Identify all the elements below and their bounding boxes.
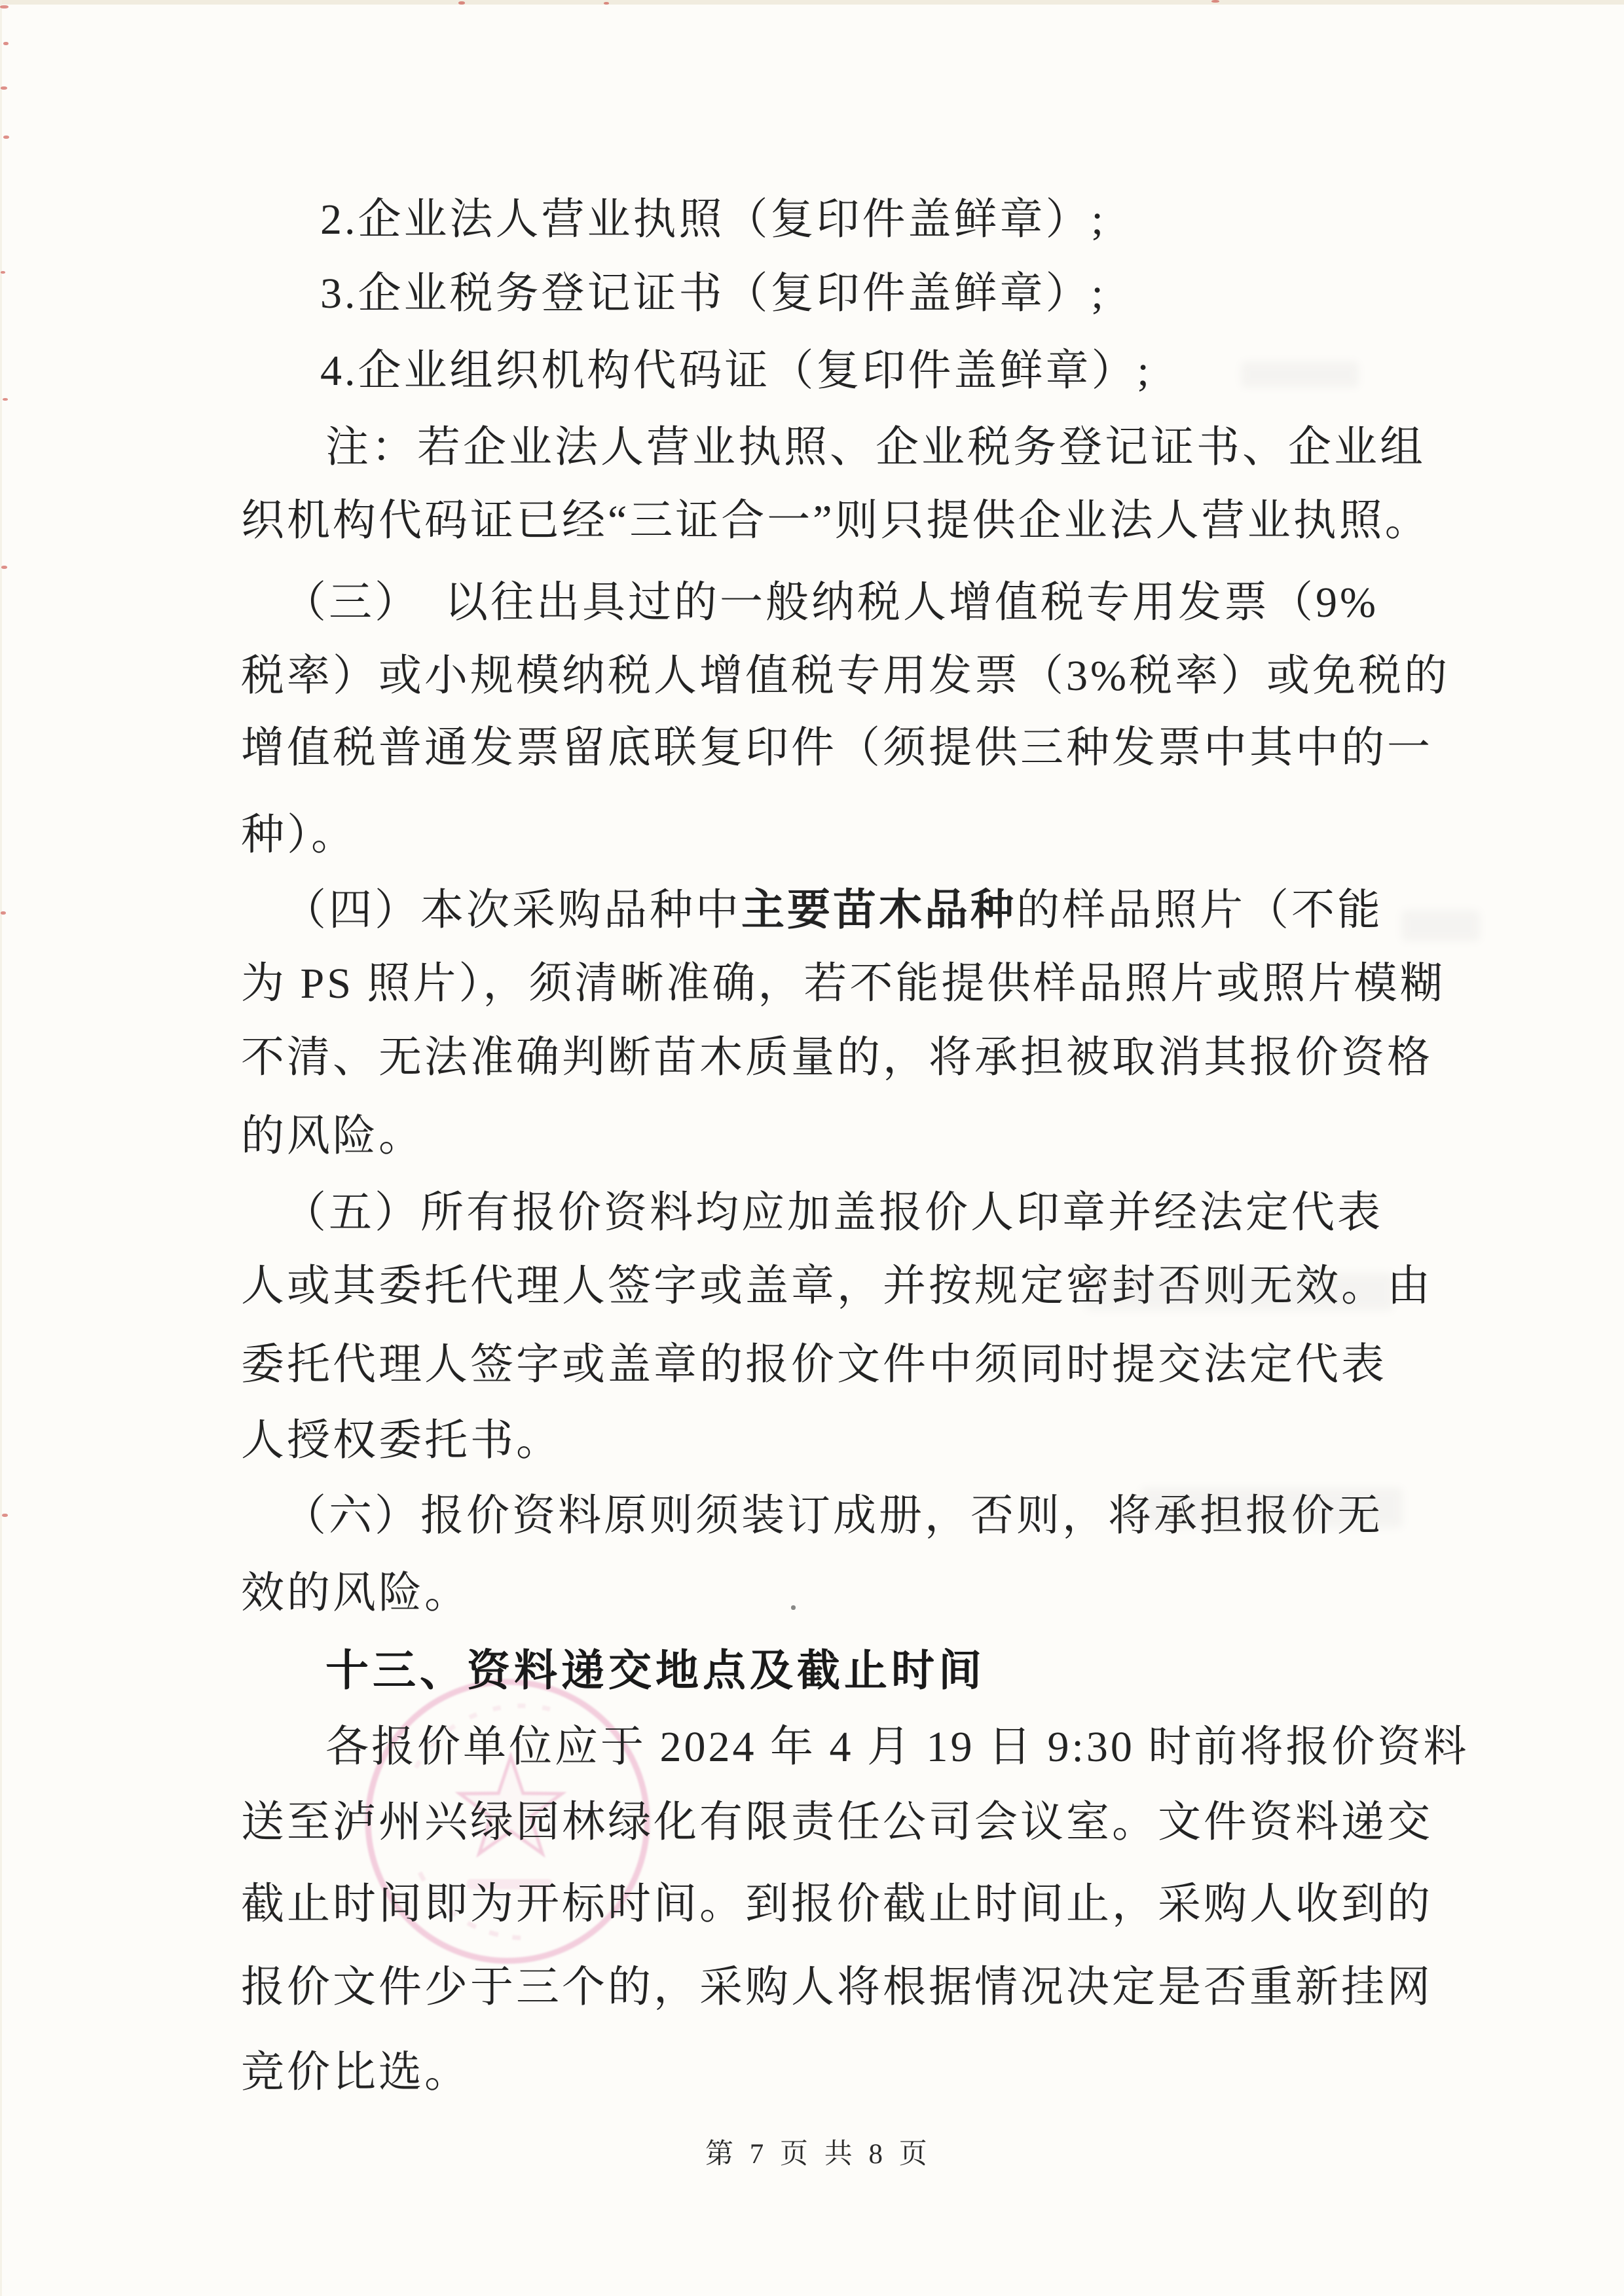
clause-4-bold-run: 主要苗木品种: [741, 886, 1016, 934]
clause-5-line-1: （五）所有报价资料均应加盖报价人印章并经法定代表: [283, 1189, 1383, 1237]
scan-speck: [458, 1, 465, 5]
clause-4-line-4: 的风险。: [241, 1112, 424, 1160]
clause-6-line-2: 效的风险。: [241, 1569, 470, 1617]
list-item-business-license: 2.企业法人营业执照（复印件盖鲜章）;: [320, 196, 1106, 244]
scan-speck: [2, 1514, 8, 1517]
note-line-1: 注：若企业法人营业执照、企业税务登记证书、企业组: [325, 424, 1426, 471]
clause-3-line-3: 增值税普通发票留底联复印件（须提供三种发票中其中的一: [241, 724, 1433, 772]
list-item-org-code-certificate: 4.企业组织机构代码证（复印件盖鲜章）;: [320, 347, 1152, 395]
section-13-line-1: 各报价单位应于 2024 年 4 月 19 日 9:30 时前将报价资料: [325, 1723, 1469, 1771]
scan-speck: [1, 911, 6, 915]
note-line-2: 织机构代码证已经“三证合一”则只提供企业法人营业执照。: [241, 497, 1431, 545]
scan-speck: [1, 271, 5, 274]
clause-4-line-2: 为 PS 照片），须清晰准确，若不能提供样品照片或照片模糊: [241, 960, 1446, 1008]
clause-4-line-1: [283, 887, 1383, 935]
section-13-line-3: 截止时间即为开标时间。到报价截止时间止，采购人收到的: [241, 1880, 1433, 1928]
bleed-through-ghost: [1401, 910, 1480, 941]
scan-speck: [3, 136, 9, 139]
section-13-line-2: 送至泸州兴绿园林绿化有限责任公司会议室。文件资料递交: [241, 1798, 1433, 1846]
clause-3-line-1: （三） 以往出具过的一般纳税人增值税专用发票（9%: [283, 579, 1378, 627]
clause-3-line-2: 税率）或小规模纳税人增值税专用发票（3%税率）或免税的: [241, 652, 1450, 700]
clause-5-line-3: 委托代理人签字或盖章的报价文件中须同时提交法定代表: [241, 1341, 1387, 1389]
scan-speck: [3, 398, 8, 401]
page-footer: 第 7 页 共 8 页: [705, 2139, 932, 2170]
scan-speck: [604, 2, 609, 5]
scan-edge-artifact-left: [0, 0, 2, 2296]
clause-3-line-4: 种）。: [241, 811, 357, 859]
scan-speck: [1, 86, 7, 90]
scan-speck: [791, 1605, 796, 1610]
section-13-line-5: 竞价比选。: [241, 2049, 470, 2096]
bleed-through-ghost: [1241, 361, 1359, 388]
clause-4-post: 的样品照片（不能: [1016, 886, 1383, 934]
section-heading-13: 十三、资料递交地点及截止时间: [325, 1646, 986, 1694]
scan-speck: [3, 42, 9, 45]
scan-edge-artifact-top: [0, 0, 1624, 5]
list-item-tax-certificate: 3.企业税务登记证书（复印件盖鲜章）;: [320, 270, 1106, 318]
clause-5-line-2: 人或其委托代理人签字或盖章，并按规定密封否则无效。由: [241, 1262, 1433, 1310]
clause-4-line-3: 不清、无法准确判断苗木质量的，将承担被取消其报价资格: [241, 1034, 1433, 1082]
clause-4-pre: （四）本次采购品种中: [283, 886, 741, 934]
clause-5-line-4: 人授权委托书。: [241, 1417, 562, 1465]
clause-6-line-1: （六）报价资料原则须装订成册，否则，将承担报价无: [283, 1492, 1383, 1540]
section-13-line-4: 报价文件少于三个的，采购人将根据情况决定是否重新挂网: [241, 1963, 1433, 2011]
scan-speck: [1, 566, 7, 569]
scan-speck: [1211, 0, 1219, 3]
scan-speck: [0, 5, 9, 9]
